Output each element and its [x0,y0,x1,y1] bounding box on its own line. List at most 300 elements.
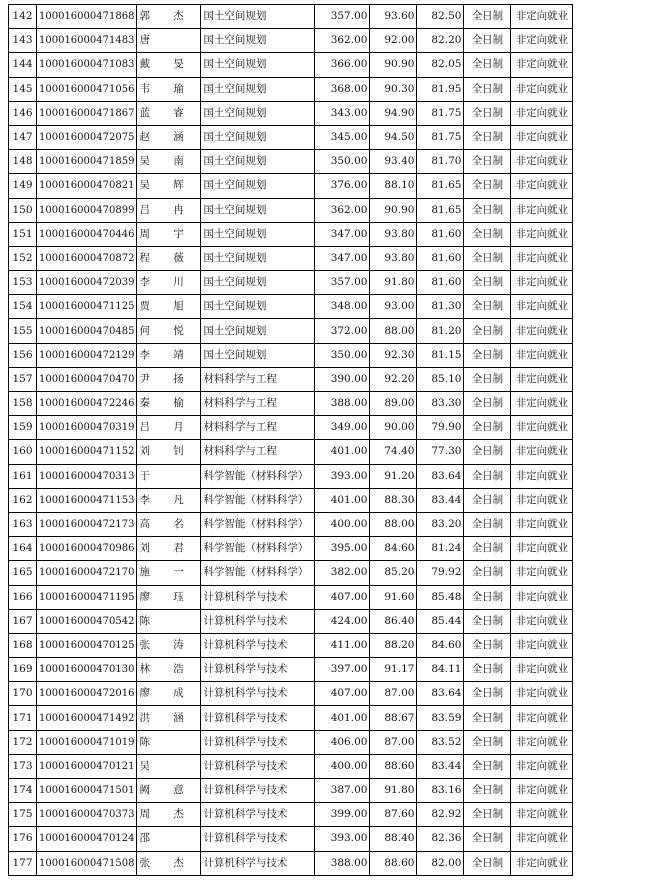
candidate-id-cell: 100016000472039 [37,271,137,295]
candidate-id-cell: 100016000471492 [37,706,137,730]
retest-score-cell: 93.80 [370,246,417,270]
candidate-name-cell: 高 名 [137,512,201,536]
study-mode-cell: 全日制 [464,319,511,343]
retest-score-cell: 88.00 [370,319,417,343]
total-score-cell: 85.44 [417,609,464,633]
row-number-cell: 169 [9,658,37,682]
major-cell: 国土空间规划 [201,246,315,270]
study-mode-cell: 全日制 [464,561,511,585]
candidate-id-cell: 100016000470319 [37,416,137,440]
retest-score-cell: 88.20 [370,633,417,657]
major-cell: 国土空间规划 [201,174,315,198]
study-mode-cell: 全日制 [464,174,511,198]
study-mode-cell: 全日制 [464,537,511,561]
table-row [9,658,573,682]
table-row [9,392,573,416]
table-row [9,29,573,53]
table-row [9,464,573,488]
initial-exam-score-cell: 393.00 [315,827,370,851]
study-mode-cell: 全日制 [464,29,511,53]
study-mode-cell: 全日制 [464,633,511,657]
initial-exam-score-cell: 362.00 [315,198,370,222]
initial-exam-score-cell: 393.00 [315,464,370,488]
total-score-cell: 83.16 [417,779,464,803]
employment-type-cell: 非定向就业 [511,851,573,875]
employment-type-cell: 非定向就业 [511,77,573,101]
employment-type-cell: 非定向就业 [511,295,573,319]
row-number-cell: 167 [9,609,37,633]
employment-type-cell: 非定向就业 [511,150,573,174]
total-score-cell: 83.44 [417,754,464,778]
major-cell: 国土空间规划 [201,125,315,149]
candidate-name-cell: 李 川 [137,271,201,295]
table-row [9,706,573,730]
candidate-name-cell: 李 靖 [137,343,201,367]
total-score-cell: 79.90 [417,416,464,440]
retest-score-cell: 85.20 [370,561,417,585]
employment-type-cell: 非定向就业 [511,5,573,29]
major-cell: 计算机科学与技术 [201,658,315,682]
initial-exam-score-cell: 407.00 [315,585,370,609]
total-score-cell: 81.65 [417,174,464,198]
candidate-id-cell: 100016000471859 [37,150,137,174]
retest-score-cell: 90.90 [370,53,417,77]
study-mode-cell: 全日制 [464,682,511,706]
candidate-id-cell: 100016000470470 [37,367,137,391]
major-cell: 科学智能（材料科学） [201,488,315,512]
initial-exam-score-cell: 397.00 [315,658,370,682]
major-cell: 计算机科学与技术 [201,851,315,875]
row-number-cell: 147 [9,125,37,149]
candidate-name-cell: 蓝 睿 [137,101,201,125]
row-number-cell: 158 [9,392,37,416]
candidate-id-cell: 100016000471083 [37,53,137,77]
initial-exam-score-cell: 388.00 [315,851,370,875]
retest-score-cell: 91.80 [370,271,417,295]
major-cell: 计算机科学与技术 [201,682,315,706]
table-row [9,295,573,319]
candidate-id-cell: 100016000470485 [37,319,137,343]
employment-type-cell: 非定向就业 [511,561,573,585]
candidate-name-cell: 阙 意 [137,779,201,803]
initial-exam-score-cell: 388.00 [315,392,370,416]
employment-type-cell: 非定向就业 [511,488,573,512]
major-cell: 国土空间规划 [201,29,315,53]
total-score-cell: 81.30 [417,295,464,319]
major-cell: 计算机科学与技术 [201,633,315,657]
initial-exam-score-cell: 357.00 [315,271,370,295]
candidate-id-cell: 100016000472246 [37,392,137,416]
total-score-cell: 83.30 [417,392,464,416]
total-score-cell: 83.52 [417,730,464,754]
employment-type-cell: 非定向就业 [511,512,573,536]
candidate-id-cell: 100016000470899 [37,198,137,222]
total-score-cell: 81.70 [417,150,464,174]
row-number-cell: 156 [9,343,37,367]
study-mode-cell: 全日制 [464,585,511,609]
table-row [9,609,573,633]
candidate-id-cell: 100016000470121 [37,754,137,778]
candidate-id-cell: 100016000472016 [37,682,137,706]
candidate-name-cell: 吴 [137,754,201,778]
study-mode-cell: 全日制 [464,246,511,270]
initial-exam-score-cell: 348.00 [315,295,370,319]
employment-type-cell: 非定向就业 [511,658,573,682]
study-mode-cell: 全日制 [464,271,511,295]
candidate-name-cell: 吕 月 [137,416,201,440]
major-cell: 国土空间规划 [201,271,315,295]
employment-type-cell: 非定向就业 [511,392,573,416]
initial-exam-score-cell: 350.00 [315,150,370,174]
employment-type-cell: 非定向就业 [511,585,573,609]
employment-type-cell: 非定向就业 [511,779,573,803]
candidate-id-cell: 100016000471508 [37,851,137,875]
table-body [9,5,573,876]
major-cell: 国土空间规划 [201,295,315,319]
study-mode-cell: 全日制 [464,779,511,803]
study-mode-cell: 全日制 [464,706,511,730]
row-number-cell: 175 [9,803,37,827]
employment-type-cell: 非定向就业 [511,125,573,149]
employment-type-cell: 非定向就业 [511,464,573,488]
total-score-cell: 81.65 [417,198,464,222]
major-cell: 科学智能（材料科学） [201,561,315,585]
study-mode-cell: 全日制 [464,416,511,440]
study-mode-cell: 全日制 [464,5,511,29]
employment-type-cell: 非定向就业 [511,682,573,706]
retest-score-cell: 93.80 [370,222,417,246]
row-number-cell: 161 [9,464,37,488]
table-row [9,222,573,246]
retest-score-cell: 74.40 [370,440,417,464]
initial-exam-score-cell: 407.00 [315,682,370,706]
retest-score-cell: 90.90 [370,198,417,222]
initial-exam-score-cell: 349.00 [315,416,370,440]
initial-exam-score-cell: 347.00 [315,222,370,246]
major-cell: 国土空间规划 [201,101,315,125]
major-cell: 国土空间规划 [201,198,315,222]
major-cell: 计算机科学与技术 [201,827,315,851]
candidate-name-cell: 吕 冉 [137,198,201,222]
retest-score-cell: 88.60 [370,754,417,778]
study-mode-cell: 全日制 [464,125,511,149]
retest-score-cell: 84.60 [370,537,417,561]
initial-exam-score-cell: 399.00 [315,803,370,827]
row-number-cell: 144 [9,53,37,77]
candidate-name-cell: 吴 辉 [137,174,201,198]
row-number-cell: 164 [9,537,37,561]
employment-type-cell: 非定向就业 [511,803,573,827]
retest-score-cell: 92.30 [370,343,417,367]
table-row [9,730,573,754]
row-number-cell: 143 [9,29,37,53]
retest-score-cell: 90.00 [370,416,417,440]
retest-score-cell: 90.30 [370,77,417,101]
table-row [9,633,573,657]
retest-score-cell: 87.00 [370,730,417,754]
row-number-cell: 146 [9,101,37,125]
retest-score-cell: 88.30 [370,488,417,512]
study-mode-cell: 全日制 [464,77,511,101]
major-cell: 材料科学与工程 [201,416,315,440]
table-row [9,585,573,609]
initial-exam-score-cell: 347.00 [315,246,370,270]
candidate-id-cell: 100016000472173 [37,512,137,536]
total-score-cell: 81.24 [417,537,464,561]
study-mode-cell: 全日制 [464,827,511,851]
initial-exam-score-cell: 411.00 [315,633,370,657]
initial-exam-score-cell: 372.00 [315,319,370,343]
initial-exam-score-cell: 376.00 [315,174,370,198]
table-row [9,53,573,77]
admission-list-table [8,4,573,876]
candidate-name-cell: 于 [137,464,201,488]
table-row [9,367,573,391]
initial-exam-score-cell: 368.00 [315,77,370,101]
employment-type-cell: 非定向就业 [511,367,573,391]
retest-score-cell: 94.50 [370,125,417,149]
employment-type-cell: 非定向就业 [511,101,573,125]
candidate-name-cell: 周 杰 [137,803,201,827]
employment-type-cell: 非定向就业 [511,537,573,561]
major-cell: 计算机科学与技术 [201,779,315,803]
initial-exam-score-cell: 400.00 [315,754,370,778]
candidate-name-cell: 刘 钊 [137,440,201,464]
major-cell: 国土空间规划 [201,222,315,246]
candidate-name-cell: 秦 榆 [137,392,201,416]
candidate-name-cell: 张 涛 [137,633,201,657]
retest-score-cell: 93.00 [370,295,417,319]
table-row [9,416,573,440]
total-score-cell: 81.15 [417,343,464,367]
study-mode-cell: 全日制 [464,512,511,536]
retest-score-cell: 88.00 [370,512,417,536]
candidate-id-cell: 100016000471195 [37,585,137,609]
row-number-cell: 142 [9,5,37,29]
initial-exam-score-cell: 401.00 [315,488,370,512]
retest-score-cell: 89.00 [370,392,417,416]
candidate-name-cell: 郭 杰 [137,5,201,29]
retest-score-cell: 88.40 [370,827,417,851]
initial-exam-score-cell: 401.00 [315,706,370,730]
candidate-id-cell: 100016000470313 [37,464,137,488]
major-cell: 国土空间规划 [201,150,315,174]
study-mode-cell: 全日制 [464,730,511,754]
row-number-cell: 163 [9,512,37,536]
major-cell: 科学智能（材料科学） [201,464,315,488]
study-mode-cell: 全日制 [464,367,511,391]
candidate-id-cell: 100016000470130 [37,658,137,682]
major-cell: 材料科学与工程 [201,440,315,464]
total-score-cell: 81.20 [417,319,464,343]
table-row [9,343,573,367]
study-mode-cell: 全日制 [464,343,511,367]
table-row [9,754,573,778]
employment-type-cell: 非定向就业 [511,246,573,270]
major-cell: 科学智能（材料科学） [201,537,315,561]
candidate-id-cell: 100016000472129 [37,343,137,367]
total-score-cell: 82.92 [417,803,464,827]
total-score-cell: 79.92 [417,561,464,585]
total-score-cell: 83.59 [417,706,464,730]
major-cell: 国土空间规划 [201,319,315,343]
retest-score-cell: 93.60 [370,5,417,29]
employment-type-cell: 非定向就业 [511,319,573,343]
row-number-cell: 150 [9,198,37,222]
candidate-id-cell: 100016000472170 [37,561,137,585]
employment-type-cell: 非定向就业 [511,827,573,851]
candidate-id-cell: 100016000471056 [37,77,137,101]
initial-exam-score-cell: 366.00 [315,53,370,77]
row-number-cell: 173 [9,754,37,778]
table-row [9,827,573,851]
employment-type-cell: 非定向就业 [511,343,573,367]
major-cell: 材料科学与工程 [201,392,315,416]
table-row [9,5,573,29]
table-row [9,246,573,270]
row-number-cell: 145 [9,77,37,101]
initial-exam-score-cell: 357.00 [315,5,370,29]
major-cell: 国土空间规划 [201,5,315,29]
major-cell: 国土空间规划 [201,53,315,77]
row-number-cell: 171 [9,706,37,730]
study-mode-cell: 全日制 [464,658,511,682]
candidate-id-cell: 100016000471483 [37,29,137,53]
candidate-name-cell: 陈 [137,609,201,633]
table-row [9,150,573,174]
major-cell: 材料科学与工程 [201,367,315,391]
major-cell: 计算机科学与技术 [201,609,315,633]
candidate-id-cell: 100016000471153 [37,488,137,512]
table-row [9,779,573,803]
table-row [9,101,573,125]
table-row [9,803,573,827]
candidate-id-cell: 100016000471501 [37,779,137,803]
candidate-name-cell: 贾 旭 [137,295,201,319]
candidate-name-cell: 唐 [137,29,201,53]
study-mode-cell: 全日制 [464,440,511,464]
row-number-cell: 170 [9,682,37,706]
total-score-cell: 83.64 [417,682,464,706]
employment-type-cell: 非定向就业 [511,198,573,222]
total-score-cell: 83.44 [417,488,464,512]
retest-score-cell: 91.17 [370,658,417,682]
candidate-id-cell: 100016000472075 [37,125,137,149]
total-score-cell: 83.20 [417,512,464,536]
retest-score-cell: 91.80 [370,779,417,803]
retest-score-cell: 91.60 [370,585,417,609]
table-row [9,125,573,149]
candidate-id-cell: 100016000471867 [37,101,137,125]
candidate-name-cell: 洪 涵 [137,706,201,730]
candidate-id-cell: 100016000470986 [37,537,137,561]
row-number-cell: 160 [9,440,37,464]
table-row [9,488,573,512]
employment-type-cell: 非定向就业 [511,440,573,464]
major-cell: 计算机科学与技术 [201,585,315,609]
employment-type-cell: 非定向就业 [511,29,573,53]
table-row [9,174,573,198]
row-number-cell: 174 [9,779,37,803]
table-row [9,198,573,222]
table-row [9,271,573,295]
major-cell: 计算机科学与技术 [201,706,315,730]
major-cell: 科学智能（材料科学） [201,512,315,536]
total-score-cell: 82.05 [417,53,464,77]
study-mode-cell: 全日制 [464,754,511,778]
retest-score-cell: 91.20 [370,464,417,488]
table-row [9,537,573,561]
total-score-cell: 82.20 [417,29,464,53]
study-mode-cell: 全日制 [464,101,511,125]
row-number-cell: 159 [9,416,37,440]
table-row [9,561,573,585]
retest-score-cell: 88.60 [370,851,417,875]
row-number-cell: 154 [9,295,37,319]
row-number-cell: 149 [9,174,37,198]
retest-score-cell: 93.40 [370,150,417,174]
row-number-cell: 153 [9,271,37,295]
total-score-cell: 81.75 [417,101,464,125]
initial-exam-score-cell: 395.00 [315,537,370,561]
table-row [9,77,573,101]
candidate-name-cell: 廖 珏 [137,585,201,609]
candidate-id-cell: 100016000471152 [37,440,137,464]
retest-score-cell: 92.00 [370,29,417,53]
employment-type-cell: 非定向就业 [511,754,573,778]
major-cell: 计算机科学与技术 [201,803,315,827]
study-mode-cell: 全日制 [464,222,511,246]
candidate-id-cell: 100016000470872 [37,246,137,270]
row-number-cell: 155 [9,319,37,343]
candidate-id-cell: 100016000471125 [37,295,137,319]
table-row [9,440,573,464]
initial-exam-score-cell: 401.00 [315,440,370,464]
initial-exam-score-cell: 400.00 [315,512,370,536]
retest-score-cell: 87.60 [370,803,417,827]
total-score-cell: 82.50 [417,5,464,29]
retest-score-cell: 87.00 [370,682,417,706]
candidate-id-cell: 100016000471019 [37,730,137,754]
total-score-cell: 81.60 [417,222,464,246]
retest-score-cell: 92.20 [370,367,417,391]
candidate-name-cell: 赵 涵 [137,125,201,149]
candidate-name-cell: 戴 旻 [137,53,201,77]
candidate-id-cell: 100016000470821 [37,174,137,198]
table-row [9,682,573,706]
initial-exam-score-cell: 350.00 [315,343,370,367]
candidate-name-cell: 何 悦 [137,319,201,343]
candidate-id-cell: 100016000470124 [37,827,137,851]
total-score-cell: 82.36 [417,827,464,851]
row-number-cell: 166 [9,585,37,609]
row-number-cell: 162 [9,488,37,512]
row-number-cell: 165 [9,561,37,585]
employment-type-cell: 非定向就业 [511,174,573,198]
candidate-name-cell: 施 一 [137,561,201,585]
candidate-name-cell: 邵 [137,827,201,851]
candidate-name-cell: 尹 扬 [137,367,201,391]
employment-type-cell: 非定向就业 [511,730,573,754]
candidate-id-cell: 100016000470446 [37,222,137,246]
retest-score-cell: 88.67 [370,706,417,730]
total-score-cell: 85.48 [417,585,464,609]
study-mode-cell: 全日制 [464,392,511,416]
total-score-cell: 84.60 [417,633,464,657]
candidate-name-cell: 林 浩 [137,658,201,682]
initial-exam-score-cell: 362.00 [315,29,370,53]
row-number-cell: 157 [9,367,37,391]
